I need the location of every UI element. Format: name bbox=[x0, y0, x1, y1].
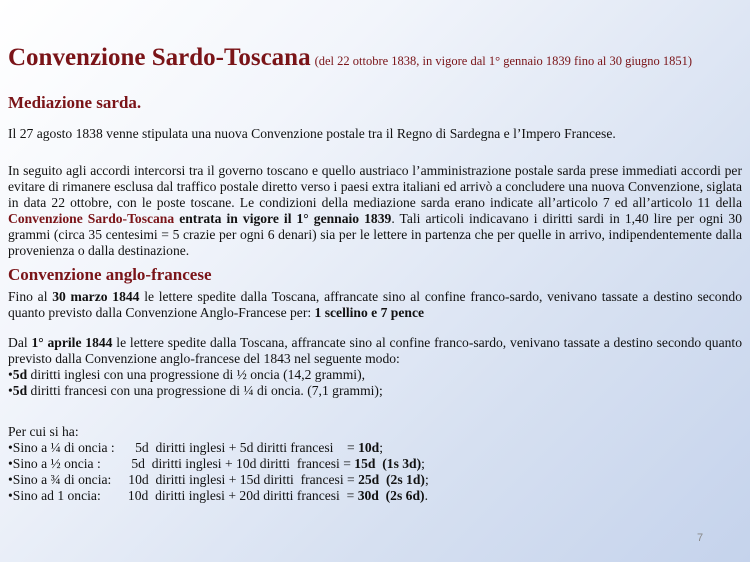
row-total: 30d (2s 6d) bbox=[357, 488, 425, 503]
paragraph-text bbox=[8, 163, 742, 259]
bold-rate: 5d bbox=[12, 367, 28, 382]
page-number: 7 bbox=[697, 532, 704, 544]
row-total: 15d (1s 3d) bbox=[354, 456, 422, 471]
paragraph-dal-1-aprile bbox=[8, 335, 742, 399]
row-text: •Sino a ¾ di oncia: 10d diritti inglesi + 15d diritti francesi = bbox=[8, 472, 359, 487]
slide-title: Convenzione Sardo-Toscana bbox=[8, 44, 311, 71]
list-item bbox=[8, 440, 742, 456]
slide-title-line bbox=[8, 44, 692, 72]
slide-title-note: (del 22 ottobre 1838, in vigore dal 1° gennaio 1839 fino al 30 giugno 1851) bbox=[314, 54, 693, 68]
row-text: •Sino ad 1 oncia: 10d diritti inglesi + 20d diritti francesi = bbox=[8, 488, 358, 503]
bold-rate: 1 scellino e 7 pence bbox=[314, 305, 425, 320]
bullet-diritti-francesi: •5d diritti francesi con una progressione di ¼ di oncia. (7,1 grammi); bbox=[8, 383, 383, 398]
bold-date: 1° aprile 1844 bbox=[31, 335, 113, 350]
heading-mediazione-sarda: Mediazione sarda. bbox=[8, 93, 142, 112]
list-item bbox=[8, 488, 742, 504]
rate-table bbox=[8, 424, 742, 504]
bullet-diritti-inglesi: •5d diritti inglesi con una progressione di ½ oncia (14,2 grammi), bbox=[8, 367, 366, 382]
paragraph-text: Il 27 agosto 1838 venne stipulata una nuova Convenzione postale tra il Regno di Sardegna e l’Impero Francese. bbox=[8, 126, 616, 141]
list-item bbox=[8, 472, 742, 488]
text-run: In seguito agli accordi intercorsi tra il governo toscano e quello austriaco l’amministrazione postale sarda prese immediati accordi per evitare di rimanere esclusa dal traffico postale diretto verso i paesi extra italiani ed arrivò a concludere una nuova Convenzione, siglata in data 22 ottobre, con le poste toscane. Le condizioni della mediazione sarda erano indicate all’articolo 7 ed all’articolo 11 della bbox=[8, 163, 742, 210]
text-run: . Tali articoli indicavano i diritti sardi in 1,40 lire per ogni 30 grammi (circa 35 centesimi = 5 crazie per ogni 6 denari) sia per le lettere in partenza che per quelle in arrivo, indipendentemente dalla provenienza o dalla destinazione. bbox=[8, 211, 742, 258]
row-text: •Sino a ¼ di oncia : 5d diritti inglesi + 5d diritti francesi = bbox=[8, 440, 359, 455]
highlight-convenzione: Convenzione Sardo-Toscana bbox=[8, 211, 175, 226]
row-text: •Sino a ½ oncia : 5d diritti inglesi + 10d diritti francesi = bbox=[8, 456, 355, 471]
paragraph-accordi bbox=[8, 163, 742, 259]
row-end: ; bbox=[424, 472, 429, 487]
paragraph-fino-al-30-marzo bbox=[8, 289, 742, 321]
paragraph-text bbox=[8, 289, 742, 321]
text-run: le lettere spedite dalla Toscana, affrancate sino al confine franco-sardo, venivano tassate a destino secondo quanto previsto dalla Convenzione anglo-francese del 1843 nel seguente modo: bbox=[8, 335, 742, 366]
row-total: 10d bbox=[358, 440, 380, 455]
row-end: ; bbox=[421, 456, 425, 471]
paragraph-agosto-1838 bbox=[8, 126, 742, 142]
row-total: 25d (2s 1d) bbox=[358, 472, 425, 487]
text-run: diritti inglesi con una progressione di ½ oncia (14,2 grammi), bbox=[27, 367, 366, 382]
heading-convenzione-anglo-francese: Convenzione anglo-francese bbox=[8, 265, 212, 284]
bold-date: 30 marzo 1844 bbox=[52, 289, 140, 304]
table-intro: Per cui si ha: bbox=[8, 424, 79, 439]
bold-rate: 5d bbox=[12, 383, 28, 398]
row-end: . bbox=[424, 488, 428, 503]
paragraph-text bbox=[8, 335, 742, 367]
text-run: Dal bbox=[8, 335, 32, 350]
text-run: diritti francesi con una progressione di ¼ di oncia. (7,1 grammi); bbox=[27, 383, 383, 398]
bold-entrata-in-vigore: entrata in vigore il 1° gennaio 1839 bbox=[174, 211, 392, 226]
text-run: Fino al bbox=[8, 289, 53, 304]
row-end: ; bbox=[379, 440, 384, 455]
text-run: le lettere spedite dalla Toscana, affrancate sino al confine franco-sardo, venivano tassate a destino secondo quanto previsto dalla Convenzione Anglo-Francese per: bbox=[8, 289, 742, 320]
list-item bbox=[8, 456, 742, 472]
